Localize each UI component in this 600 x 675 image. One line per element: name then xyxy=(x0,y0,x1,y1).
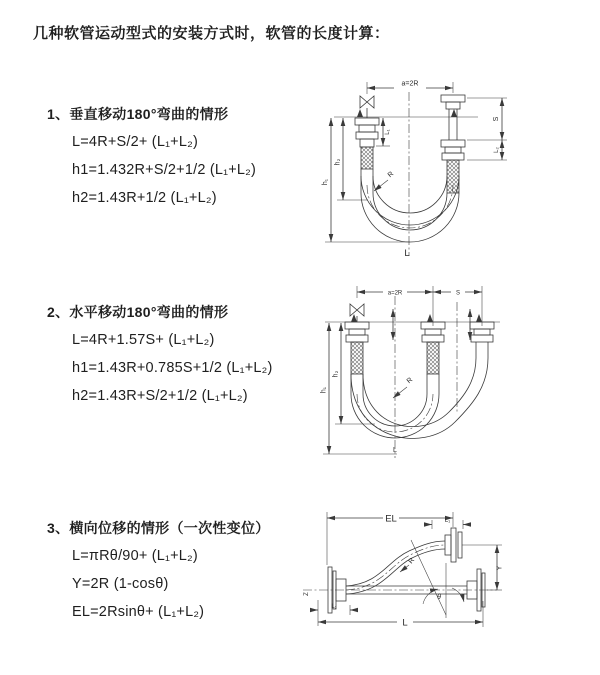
formula-line: h1=1.43R+0.785S+1/2 (L₁+L₂) xyxy=(72,360,273,376)
radius-label: R xyxy=(405,376,415,386)
dim-label-fitting-right: L₂ xyxy=(494,147,500,153)
dim-label-el: EL xyxy=(385,513,397,525)
length-label: L xyxy=(402,617,408,629)
section-2-heading: 2、水平移动180°弯曲的情形 xyxy=(47,304,229,320)
formula-line: L=4R+S/2+ (L₁+L₂) xyxy=(72,134,198,150)
radius-label: R xyxy=(407,556,417,566)
formula-line: EL=2Rsinθ+ (L₁+L₂) xyxy=(72,604,205,620)
dim-label-fitting-left: L₁ xyxy=(331,604,337,610)
formula-line: L=4R+1.57S+ (L₁+L₂) xyxy=(72,332,215,348)
length-label: L xyxy=(393,447,397,454)
dim-label-stroke: S xyxy=(455,290,461,297)
axis-mark-label: Z xyxy=(304,592,310,596)
dim-label-fitting-top: L₁ xyxy=(444,518,451,524)
formula-line: h2=1.43R+S/2+1/2 (L₁+L₂) xyxy=(72,388,248,404)
section-vertical-bend xyxy=(47,100,256,212)
dim-label-h2: h₂ xyxy=(334,158,342,166)
angle-label: θ xyxy=(437,594,441,601)
length-label: L xyxy=(404,248,410,259)
radius-label: R xyxy=(386,170,396,180)
formula-line: h2=1.43R+1/2 (L₁+L₂) xyxy=(72,190,217,206)
section-lateral-displacement xyxy=(47,514,270,626)
diagram-horizontal-180-bend xyxy=(305,282,600,467)
page-title: 几种软管运动型式的安装方式时，软管的长度计算： xyxy=(33,25,390,42)
dim-label-h1: h₁ xyxy=(320,386,328,394)
dim-label-fitting-left: L₁ xyxy=(385,129,391,135)
section-1-heading: 1、垂直移动180°弯曲的情形 xyxy=(47,106,229,122)
dim-label-h1: h₁ xyxy=(322,178,329,186)
dim-label-h2: h₂ xyxy=(332,370,340,378)
dim-label-width: a=2R xyxy=(387,290,403,297)
diagram-vertical-180-bend xyxy=(310,72,600,262)
formula-line: h1=1.432R+S/2+1/2 (L₁+L₂) xyxy=(72,162,257,178)
formula-line: Y=2R (1-cosθ) xyxy=(72,576,169,592)
formula-line: L=πRθ/90+ (L₁+L₂) xyxy=(72,548,198,564)
diagram-lateral-displacement xyxy=(295,505,600,655)
section-3-heading: 3、横向位移的情形（一次性变位） xyxy=(47,520,270,536)
dim-label-stroke: S xyxy=(493,116,500,122)
section-horizontal-bend xyxy=(47,298,273,410)
dim-label-width: a=2R xyxy=(401,80,419,88)
dim-label-y: Y xyxy=(496,565,504,571)
